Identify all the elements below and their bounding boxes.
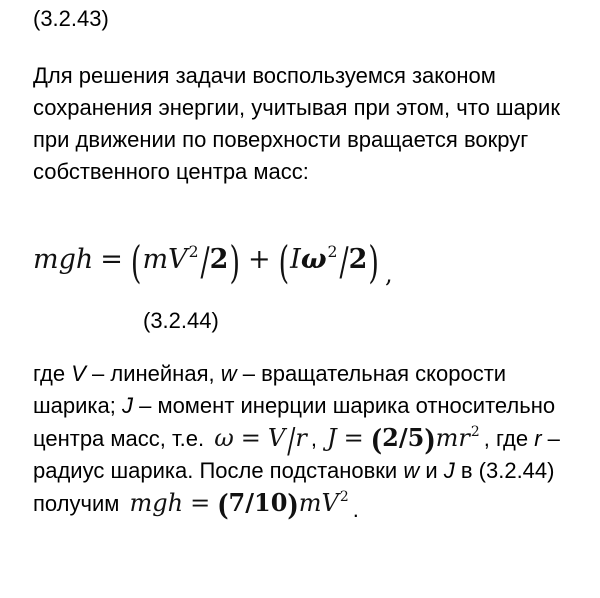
text-segment: – момент инерции шарика относительно центра масс, т.е. bbox=[33, 393, 556, 451]
math-den: 10 bbox=[254, 488, 288, 517]
paragraph-explanation bbox=[33, 358, 567, 526]
denominator-2: 2 bbox=[209, 244, 229, 275]
display-equation-block bbox=[33, 236, 568, 296]
close-paren: ) bbox=[229, 238, 240, 289]
superscript-2: 2 bbox=[327, 242, 338, 261]
inline-formula-omega bbox=[214, 420, 307, 462]
text-segment: – радиус шарика. После подстановки bbox=[33, 426, 560, 483]
plus-sign: + bbox=[247, 244, 271, 275]
text-segment: в (3.2.44) получим bbox=[33, 458, 555, 516]
var-J: J bbox=[121, 393, 133, 418]
inline-formula-result bbox=[129, 486, 349, 523]
close-paren: ) bbox=[368, 238, 379, 289]
var-J: J bbox=[443, 458, 455, 483]
math-lhs: mgh bbox=[129, 489, 184, 517]
open-paren: ( bbox=[217, 486, 229, 523]
equals-sign: = bbox=[190, 489, 211, 517]
equation-energy-conservation bbox=[33, 238, 393, 289]
denominator-2: 2 bbox=[348, 244, 368, 275]
math-omega: ω bbox=[300, 244, 327, 275]
math-term-inertia: I bbox=[290, 244, 301, 275]
math-lhs: ω bbox=[214, 424, 234, 452]
var-w: w bbox=[220, 361, 237, 386]
close-paren: ) bbox=[424, 421, 436, 458]
math-term-mv: mV bbox=[142, 244, 188, 275]
text-segment: , bbox=[310, 426, 324, 451]
superscript-2: 2 bbox=[339, 489, 349, 505]
equals-sign: = bbox=[240, 424, 261, 452]
math-num: V bbox=[267, 424, 286, 452]
sentence-period: . bbox=[352, 497, 359, 522]
math-lhs: J bbox=[327, 424, 337, 452]
var-r: r bbox=[534, 426, 542, 451]
fraction-slash: / bbox=[398, 423, 408, 452]
equation-number-343: (3.2.43) bbox=[33, 6, 109, 31]
math-term-mv: mV bbox=[298, 489, 339, 517]
superscript-2: 2 bbox=[470, 424, 480, 440]
equals-sign: = bbox=[100, 244, 123, 275]
math-num: 7 bbox=[228, 488, 246, 517]
equals-sign: = bbox=[343, 424, 364, 452]
open-paren: ( bbox=[130, 238, 142, 289]
open-paren: ( bbox=[370, 421, 383, 458]
close-paren: ) bbox=[287, 486, 299, 523]
fraction-slash: / bbox=[245, 488, 255, 517]
text-segment: – вращательная скорости шарика; bbox=[33, 361, 507, 418]
trailing-comma: , bbox=[384, 260, 393, 288]
fraction-slash: / bbox=[287, 420, 296, 462]
math-lhs: mgh bbox=[33, 244, 94, 275]
inline-formula-inertia bbox=[327, 421, 480, 458]
fraction-slash: / bbox=[200, 240, 210, 285]
text-segment: – линейная, bbox=[85, 361, 221, 386]
fraction-slash: / bbox=[339, 240, 349, 285]
equation-number-344: (3.2.44) bbox=[143, 308, 219, 333]
math-num: 2 bbox=[382, 423, 399, 452]
math-den: 5 bbox=[407, 423, 425, 452]
paragraph-intro: Для решения задачи воспользуемся законом сохранения энергии, учитывая при этом, что шарик при движении по поверхности вращается вокруг собственного центра масс: bbox=[33, 63, 560, 184]
text-segment: где bbox=[33, 361, 72, 386]
var-V: V bbox=[71, 361, 86, 386]
math-den: r bbox=[295, 424, 307, 452]
var-w: w bbox=[403, 458, 420, 483]
text-segment: и bbox=[419, 458, 444, 483]
math-term-mr: mr bbox=[435, 424, 470, 452]
superscript-2: 2 bbox=[188, 242, 199, 261]
open-paren: ( bbox=[278, 238, 290, 289]
text-segment: , где bbox=[483, 426, 535, 451]
